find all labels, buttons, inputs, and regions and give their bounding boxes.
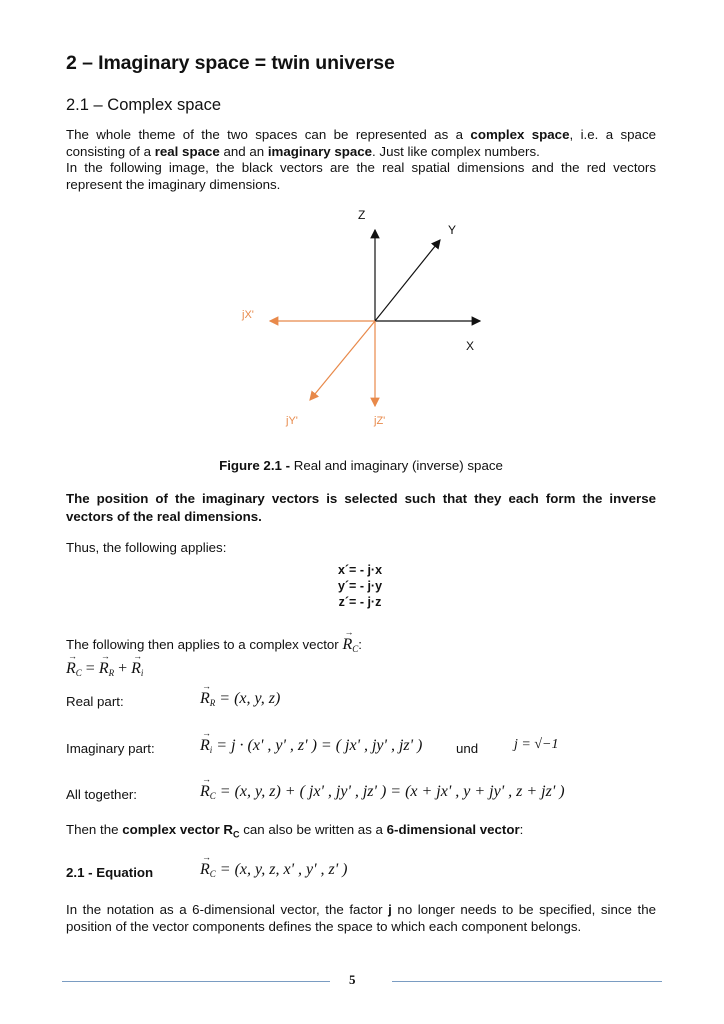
footer-line-left [62, 981, 330, 982]
jy-axis [310, 321, 375, 400]
sum-formula: → $R_C$ = → $R_R$ + → $R_i$ [66, 660, 143, 678]
complex-vector-intro [66, 636, 362, 654]
text: In the notation as a 6-dimensional vector, the factor [66, 902, 389, 917]
text: The following then applies to a complex vector [66, 637, 339, 652]
text: The whole theme of the two spaces can be represented as a [66, 127, 471, 142]
text: : [519, 822, 524, 837]
intro-paragraph [66, 127, 656, 193]
axes-figure [230, 200, 500, 440]
vector-rc: → $R_C$ [342, 636, 358, 653]
formula-text: = (x, y, z) + ( jx' , jy' , jz' ) = (x + jx' , y + jy' , z + jz' ) [219, 783, 565, 800]
text: . Just like complex numbers. [372, 143, 540, 159]
section-heading: 2.1 – Complex space [66, 96, 222, 114]
imaginary-part-label: Imaginary part: [66, 741, 155, 756]
term-complex-vector: complex vector R [122, 822, 234, 837]
svg-text:jY': jY' [286, 415, 298, 427]
j-definition: j = √−1 [514, 737, 559, 752]
subscript: C [233, 829, 240, 840]
caption-label: Figure 2.1 - [219, 458, 291, 473]
formula-text: = (x, y, z) [219, 690, 281, 707]
term-j: j [388, 902, 392, 917]
svg-text:Z: Z [358, 208, 366, 222]
term-imaginary-space: imaginary space [267, 143, 373, 159]
relation-equations [300, 562, 420, 610]
real-part-label: Real part: [66, 694, 124, 709]
footer-line-right [392, 981, 662, 982]
six-dim-sentence [66, 822, 523, 840]
formula-text: = (x, y, z, x' , y' , z' ) [219, 861, 348, 878]
figure-caption [66, 458, 656, 473]
term-real-space: real space [154, 143, 220, 159]
y-axis [375, 240, 440, 321]
term-complex-space: complex space [470, 127, 570, 142]
all-together-formula: → $R_C = (x$, y, z) + ( jx' , jy' , jz' ) = (x + jx' , y + jy' , z + jz' ) [200, 783, 565, 801]
closing-paragraph [66, 902, 656, 935]
svg-text:jX': jX' [242, 309, 254, 321]
equation-formula: → $R_C = (x$, y, z, x' , y' , z' ) [200, 861, 348, 879]
statement-paragraph: The position of the imaginary vectors is selected such that they each form the inverse vectors of the real dimensions. [66, 491, 656, 524]
formula-text: = j · (x' , y' , z' ) = ( jx' , jy' , jz' ) [216, 737, 423, 754]
text: : [358, 637, 362, 652]
text: Then the [66, 822, 123, 837]
und-text: und [456, 741, 479, 756]
relation-z: z´= - j·z [338, 595, 382, 609]
svg-text:X: X [466, 339, 475, 353]
imaginary-part-formula: → $R_i = j \cdot (x'$ , y' , z' ) = ( jx' , jy' , jz' ) [200, 737, 422, 755]
text: , i.e. a space consisting of a [66, 127, 656, 159]
text: and an [219, 143, 268, 159]
all-together-label: All together: [66, 787, 137, 802]
term-6d-vector: 6-dimensional vector [386, 822, 520, 837]
relation-y: y´= - j·y [337, 579, 383, 593]
real-part-formula: → $R_R = (x$, y, z) [200, 690, 280, 708]
page-number: 5 [349, 972, 356, 987]
chapter-heading: 2 – Imaginary space = twin universe [66, 52, 395, 74]
caption-text: Real and imaginary (inverse) space [290, 458, 503, 473]
svg-text:jZ': jZ' [374, 415, 386, 427]
equation-label: 2.1 - Equation [66, 865, 154, 880]
relation-x: x´= - j·x [337, 563, 383, 577]
text: In the following image, the black vectors are the real spatial dimensions and the red vectors represent the imaginary dimensions. [66, 160, 656, 192]
text: can also be written as a [239, 822, 387, 837]
text: no longer needs to be specified, since the position of the vector components defines the space to which each component belongs. [66, 902, 656, 934]
svg-text:Y: Y [448, 223, 457, 237]
thus-text: Thus, the following applies: [66, 540, 227, 555]
coordinate-system-diagram [230, 200, 500, 440]
